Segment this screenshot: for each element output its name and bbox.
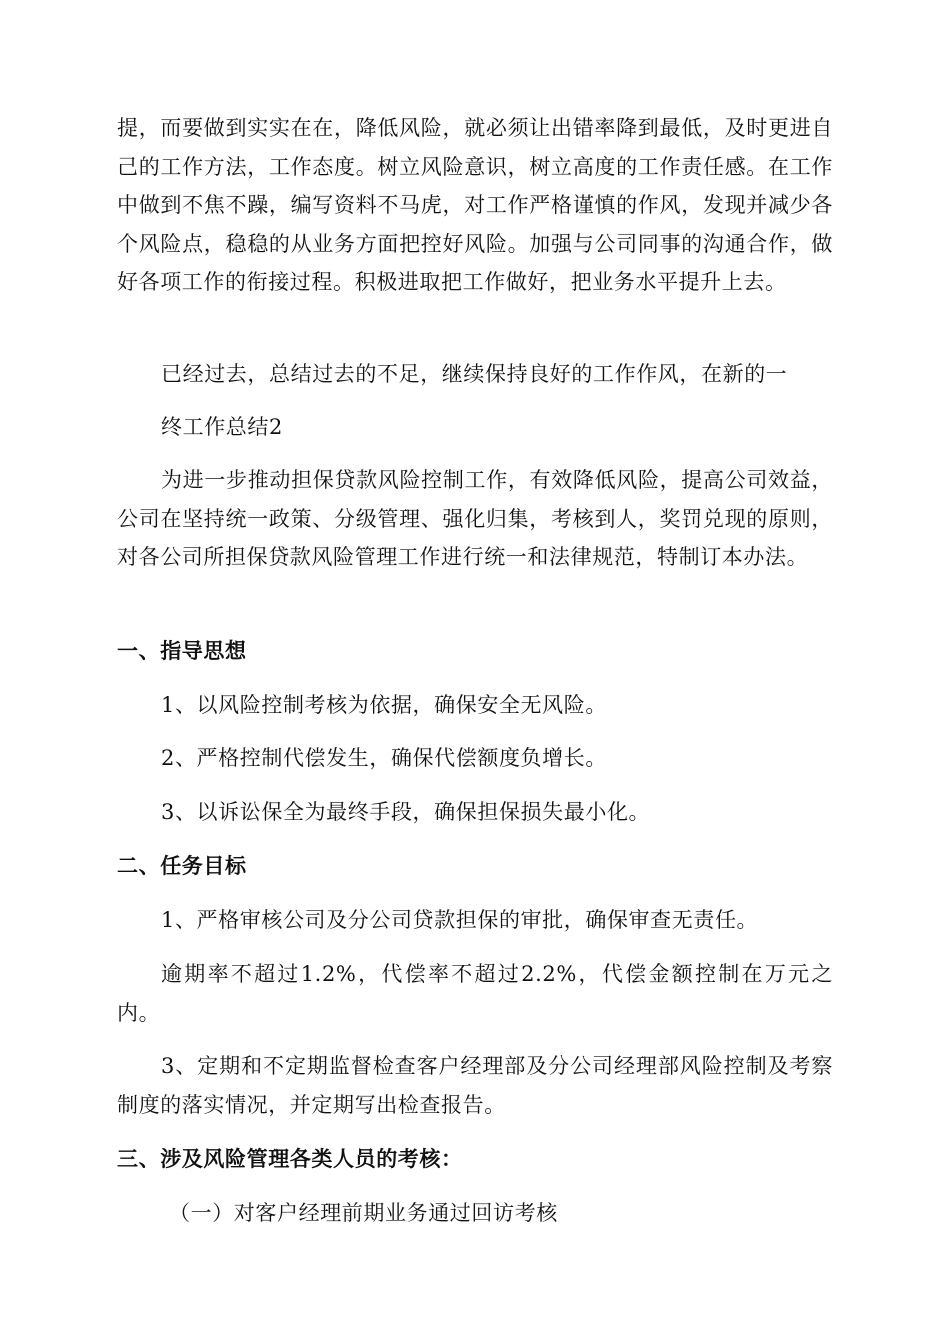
section-title-line: 终工作总结2	[161, 415, 283, 439]
body-paragraph: 提，而要做到实实在在，降低风险，就必须让出错率降到最低，及时更进自己的工作方法，工作态度。树立风险意识，树立高度的工作责任感。在工作中做到不焦不躁，编写资料不马虎，对工作严格谨慎的作风，发现并减少各个风险点，稳稳的从业务方面把控好风险。加强与公司同事的沟通合作，做好各项工作的衔接过程。积极进取把工作做好，把业务水平提升上去。	[117, 116, 833, 294]
section-heading: 三、涉及风险管理各类人员的考核：	[117, 1147, 463, 1171]
section-heading: 一、指导思想	[117, 639, 247, 663]
body-paragraph: 逾期率不超过1.2%，代偿率不超过2.2%，代偿金额控制在万元之内。	[117, 962, 833, 1025]
list-item: 3、以诉讼保全为最终手段，确保担保损失最小化。	[161, 800, 651, 824]
list-item: 3、定期和不定期监督检查客户经理部及分公司经理部风险控制及考察制度的落实情况，并定期写出检查报告。	[117, 1054, 833, 1117]
list-item: 1、以风险控制考核为依据，确保安全无风险。	[161, 693, 607, 717]
body-paragraph: 为进一步推动担保贷款风险控制工作，有效降低风险，提高公司效益，公司在坚持统一政策、分级管理、强化归集，考核到人，奖罚兑现的原则，对各公司所担保贷款风险管理工作进行统一和法律规范，特制订本办法。	[117, 468, 833, 569]
list-item: 1、严格审核公司及分公司贷款担保的审批，确保审查无责任。	[161, 908, 759, 932]
subsection-heading: （一）对客户经理前期业务通过回访考核	[169, 1201, 558, 1225]
list-item: 2、严格控制代偿发生，确保代偿额度负增长。	[161, 746, 607, 770]
body-paragraph: 已经过去，总结过去的不足，继续保持良好的工作作风，在新的一	[161, 362, 788, 386]
section-heading: 二、任务目标	[117, 854, 247, 878]
